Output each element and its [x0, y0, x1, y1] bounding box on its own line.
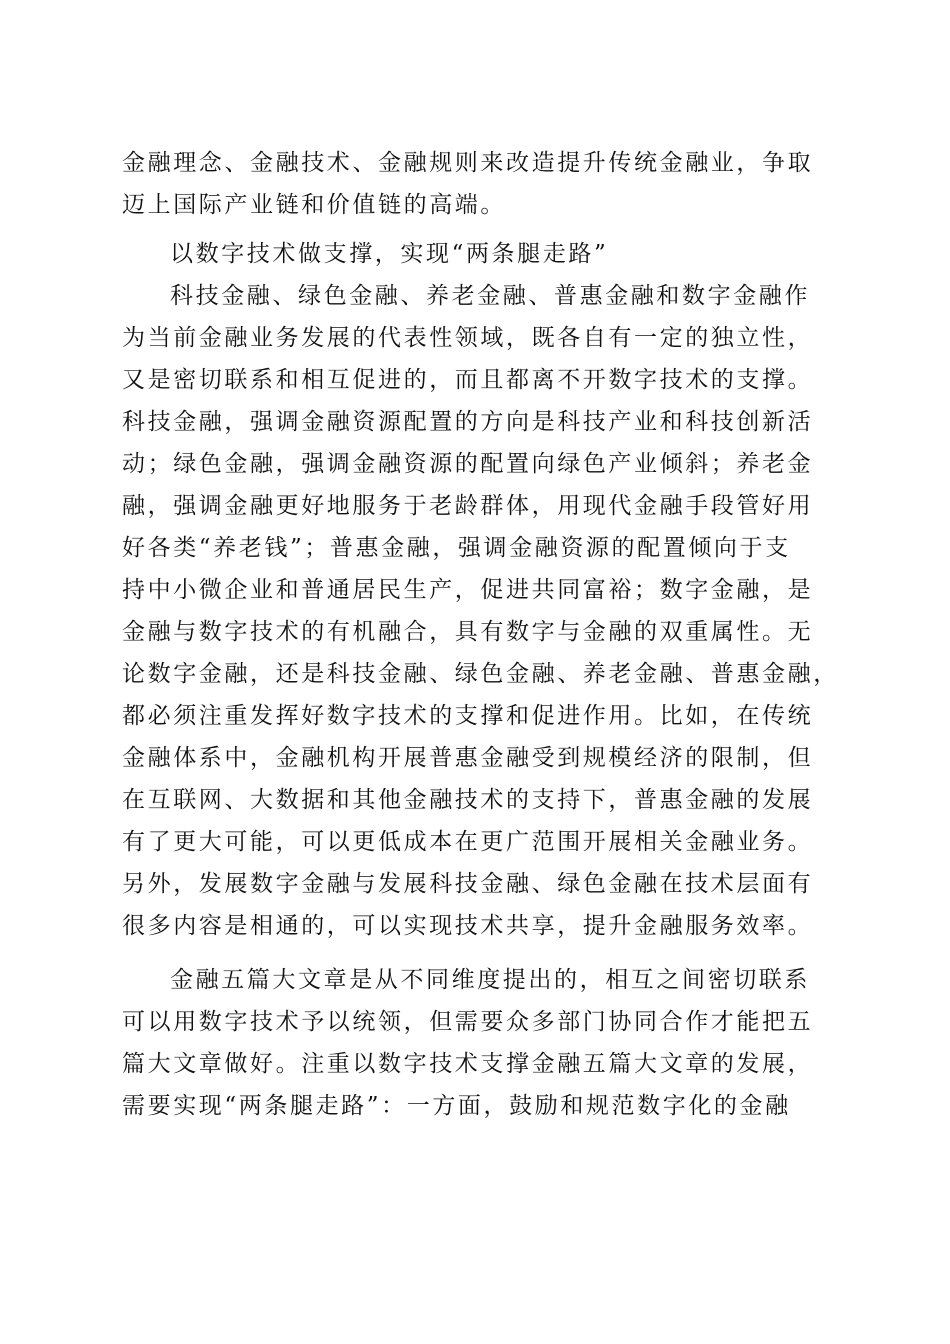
text-line: 又是密切联系和相互促进的，而且都离不开数字技术的支撑。 [122, 367, 814, 393]
text-line: 金融与数字技术的有机融合，具有数字与金融的双重属性。无 [122, 619, 814, 645]
text-line: 金融五篇大文章是从不同维度提出的，相互之间密切联系 [170, 967, 810, 993]
text-line: 好各类“养老钱”；普惠金融，强调金融资源的配置倾向于支 [122, 535, 791, 561]
text-line: 有了更大可能，可以更低成本在更广范围开展相关金融业务。 [122, 829, 814, 855]
text-line: 金融理念、金融技术、金融规则来改造提升传统金融业，争取 [122, 150, 814, 176]
paragraph-continuation [122, 142, 842, 226]
text-line: 科技金融、绿色金融、养老金融、普惠金融和数字金融作 [170, 283, 810, 309]
text-line: 融，强调金融更好地服务于老龄群体，用现代金融手段管好用 [122, 493, 814, 519]
section-heading [122, 233, 842, 275]
text-line: 很多内容是相通的，可以实现技术共享，提升金融服务效率。 [122, 913, 814, 939]
text-line: 可以用数字技术予以统领，但需要众多部门协同合作才能把五 [122, 1009, 814, 1035]
document-body [122, 142, 842, 1127]
text-line: 需要实现“两条腿走路”：一方面，鼓励和规范数字化的金融 [122, 1093, 791, 1119]
text-line: 论数字金融，还是科技金融、绿色金融、养老金融、普惠金融， [122, 661, 839, 687]
text-line: 科技金融，强调金融资源配置的方向是科技产业和科技创新活 [122, 409, 814, 435]
text-line: 另外，发展数字金融与发展科技金融、绿色金融在技术层面有 [122, 871, 814, 897]
text-line: 在互联网、大数据和其他金融技术的支持下，普惠金融的发展 [122, 787, 814, 813]
text-line: 都必须注重发挥好数字技术的支撑和促进作用。比如，在传统 [122, 703, 814, 729]
text-line: 篇大文章做好。注重以数字技术支撑金融五篇大文章的发展， [122, 1051, 814, 1077]
paragraph-body [122, 959, 842, 1127]
text-line: 为当前金融业务发展的代表性领域，既各自有一定的独立性， [122, 325, 814, 351]
text-line: 金融体系中，金融机构开展普惠金融受到规模经济的限制，但 [122, 745, 814, 771]
paragraph-body [122, 275, 842, 947]
text-line: 动；绿色金融，强调金融资源的配置向绿色产业倾斜；养老金 [122, 451, 814, 477]
text-line: 持中小微企业和普通居民生产，促进共同富裕；数字金融，是 [122, 577, 814, 603]
text-line: 迈上国际产业链和价值链的高端。 [122, 192, 506, 218]
heading-text: 以数字技术做支撑，实现“两条腿走路” [170, 241, 609, 267]
